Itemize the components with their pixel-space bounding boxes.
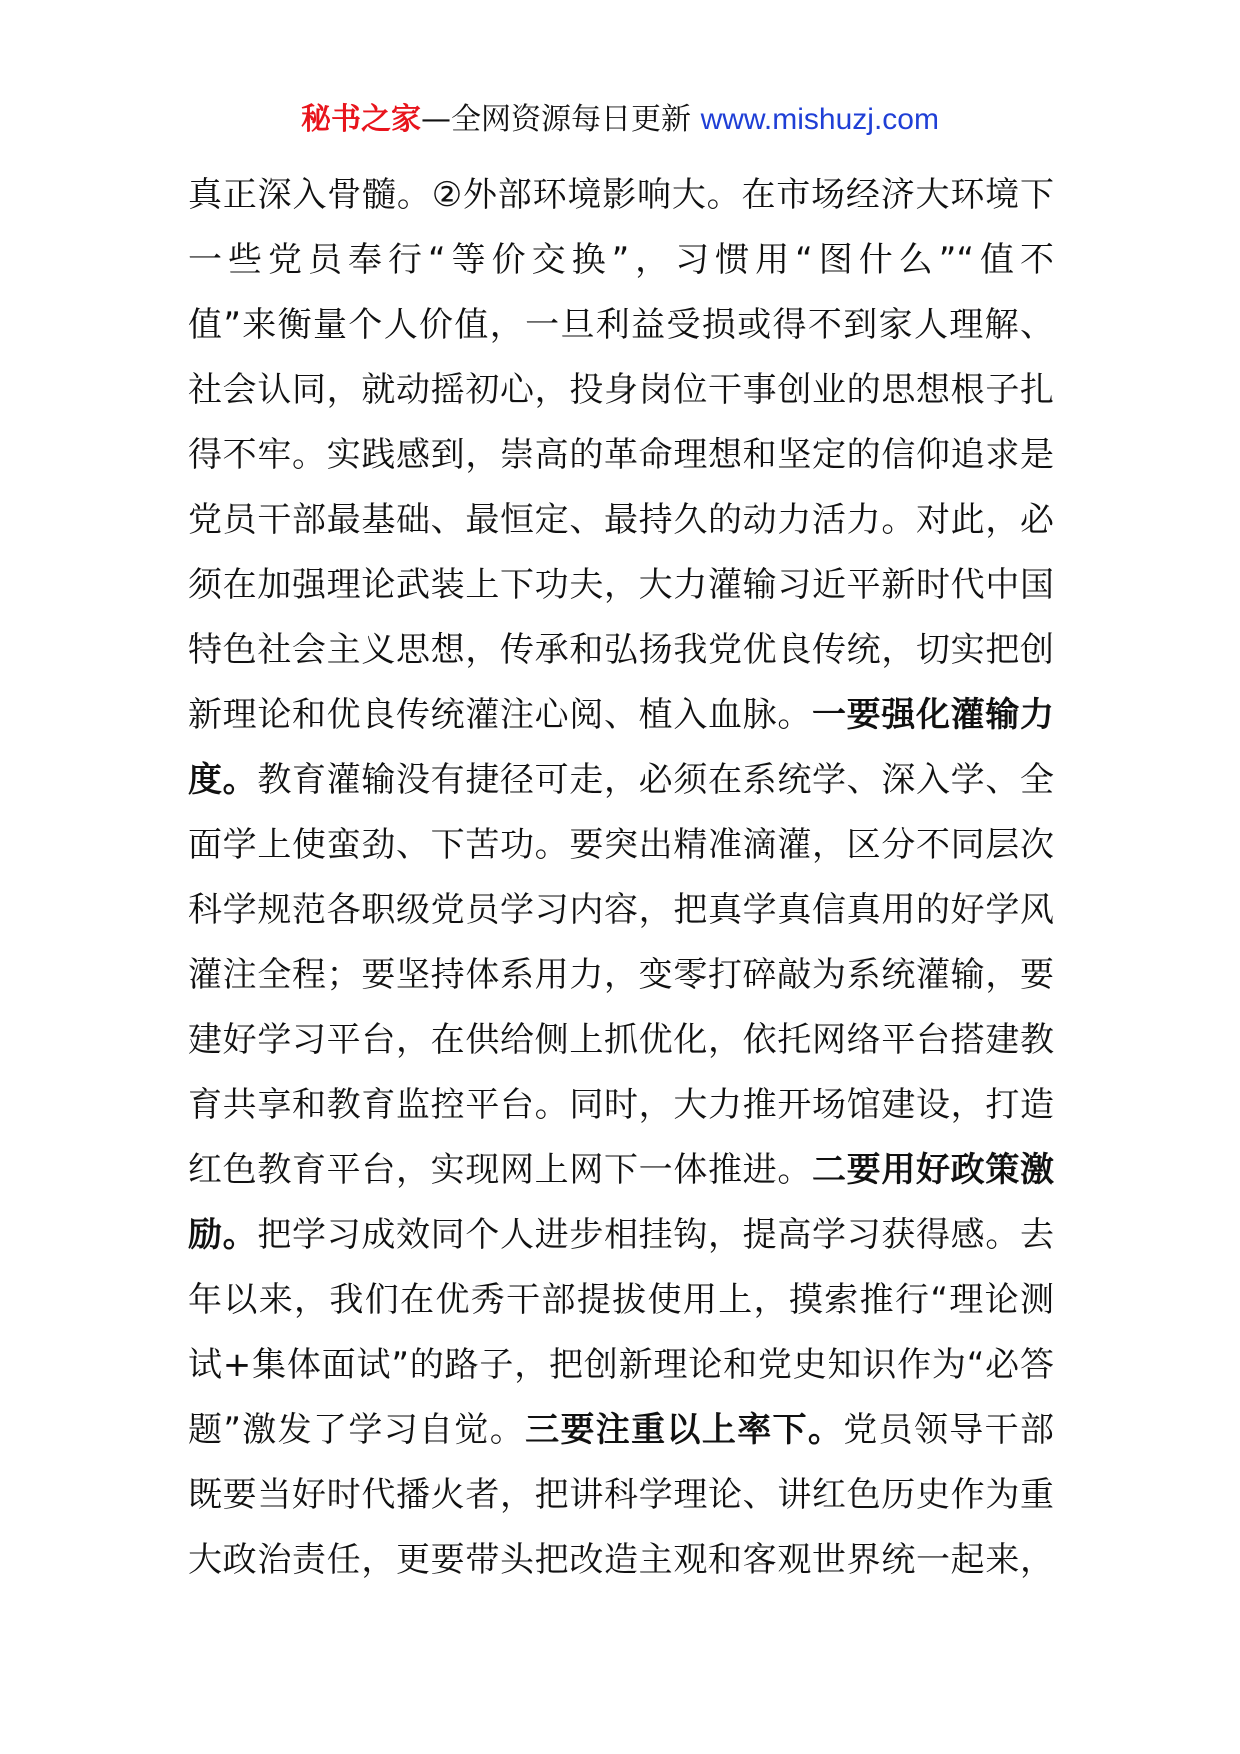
header-tagline: —全网资源每日更新 xyxy=(421,102,701,137)
bold-heading-3: 三要注重以上率下。 xyxy=(525,1410,844,1450)
text-line: 度。教育灌输没有捷径可走，必须在系统学、深入学、全 xyxy=(188,760,1054,800)
text-line: 育共享和教育监控平台。同时，大力推开场馆建设，打造 xyxy=(188,1085,1054,1125)
text-line: 灌注全程；要坚持体系用力，变零打碎敲为系统灌输，要 xyxy=(188,955,1054,995)
text-line: 励。把学习成效同个人进步相挂钩，提高学习获得感。去 xyxy=(188,1215,1054,1255)
bold-heading-2-end: 励。 xyxy=(188,1215,258,1255)
text-line: 大政治责任，更要带头把改造主观和客观世界统一起来， xyxy=(188,1540,1054,1580)
text-line: 须在加强理论武装上下功夫，大力灌输习近平新时代中国 xyxy=(188,565,1054,605)
text-line: 面学上使蛮劲、下苦功。要突出精准滴灌，区分不同层次 xyxy=(188,825,1054,865)
text-line: 值”来衡量个人价值，一旦利益受损或得不到家人理解、 xyxy=(188,305,1054,345)
website-url[interactable]: www.mishuzj.com xyxy=(700,103,939,136)
page-header xyxy=(0,100,1240,140)
text-line: 社会认同，就动摇初心，投身岗位干事创业的思想根子扎 xyxy=(188,370,1054,410)
document-body xyxy=(188,163,1054,1593)
bold-heading-1-end: 度。 xyxy=(188,760,258,800)
text-line: 一些党员奉行“等价交换”，习惯用“图什么”“值不 xyxy=(188,240,1054,280)
bold-heading-1: 一要强化灌输力 xyxy=(812,695,1054,735)
text-line: 真正深入骨髓。②外部环境影响大。在市场经济大环境下 xyxy=(188,175,1054,215)
text-line: 新理论和优良传统灌注心阅、植入血脉。一要强化灌输力 xyxy=(188,695,1054,735)
bold-heading-2: 二要用好政策激 xyxy=(812,1150,1054,1190)
text-line: 科学规范各职级党员学习内容，把真学真信真用的好学风 xyxy=(188,890,1054,930)
text-line: 试+集体面试”的路子，把创新理论和党史知识作为“必答 xyxy=(188,1345,1054,1385)
text-line: 党员干部最基础、最恒定、最持久的动力活力。对此，必 xyxy=(188,500,1054,540)
text-line: 得不牢。实践感到，崇高的革命理想和坚定的信仰追求是 xyxy=(188,435,1054,475)
text-line: 题”激发了学习自觉。三要注重以上率下。党员领导干部 xyxy=(188,1410,1054,1450)
text-line: 年以来，我们在优秀干部提拔使用上，摸索推行“理论测 xyxy=(188,1280,1054,1320)
text-line: 特色社会主义思想，传承和弘扬我党优良传统，切实把创 xyxy=(188,630,1054,670)
text-line: 建好学习平台，在供给侧上抓优化，依托网络平台搭建教 xyxy=(188,1020,1054,1060)
text-line: 红色教育平台，实现网上网下一体推进。二要用好政策激 xyxy=(188,1150,1054,1190)
brand-name: 秘书之家 xyxy=(301,102,422,137)
text-line: 既要当好时代播火者，把讲科学理论、讲红色历史作为重 xyxy=(188,1475,1054,1515)
